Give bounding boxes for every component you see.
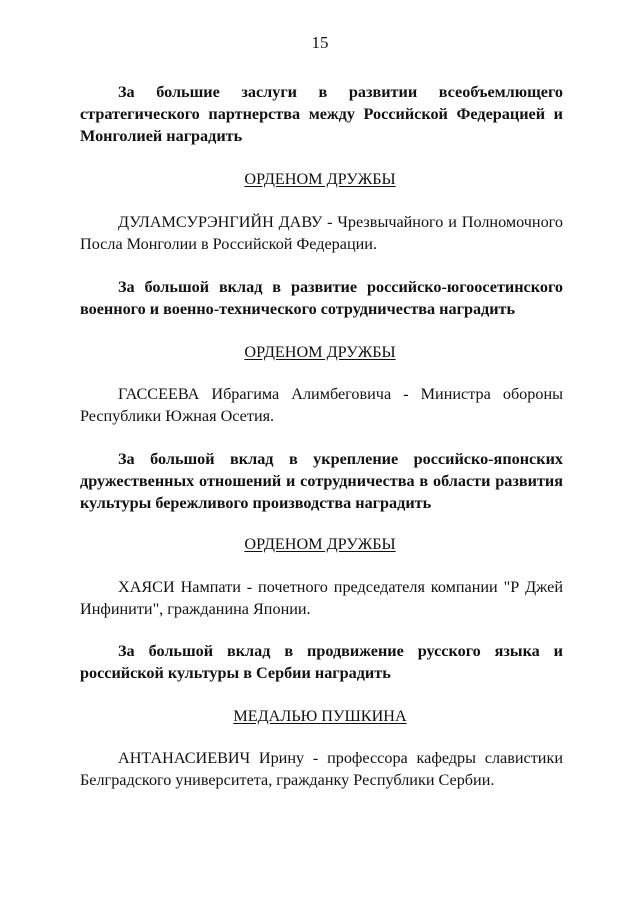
page-number: 15 <box>311 33 329 52</box>
award-recipient: ГАССЕЕВА Ибрагима Алимбеговича - Министра обороны Республики Южная Осетия. <box>80 385 563 425</box>
award-recipient: ДУЛАМСУРЭНГИЙН ДАВУ - Чрезвычайного и Полномочного Посла Монголии в Российской Федерации. <box>80 213 563 253</box>
award-preamble: За большой вклад в продвижение русского языка и российской культуры в Сербии наградить <box>80 642 563 682</box>
award-title: ОРДЕНОМ ДРУЖБЫ <box>244 170 396 188</box>
award-recipient: ХАЯСИ Нампати - почетного председателя компании "Р Джей Инфинити", гражданина Японии. <box>80 578 563 618</box>
award-title: ОРДЕНОМ ДРУЖБЫ <box>244 535 396 553</box>
award-heading <box>0 705 640 727</box>
award-recipient: АНТАНАСИЕВИЧ Ирину - профессора кафедры славистики Белградского университета, гражданку Республики Сербии. <box>80 749 563 789</box>
award-title: ОРДЕНОМ ДРУЖБЫ <box>244 343 396 361</box>
award-title: МЕДАЛЬЮ ПУШКИНА <box>233 707 407 725</box>
award-heading <box>0 341 640 363</box>
award-preamble: За большие заслуги в развитии всеобъемлющего стратегического партнерства между Российской Федерацией и Монголией наградить <box>80 83 563 145</box>
award-heading <box>0 533 640 555</box>
award-preamble: За большой вклад в укрепление российско-японских дружественных отношений и сотрудничества в области развития культуры бережливого производства наградить <box>80 450 563 512</box>
award-heading <box>0 168 640 190</box>
award-preamble: За большой вклад в развитие российско-югоосетинского военного и военно-технического сотрудничества наградить <box>80 278 563 318</box>
